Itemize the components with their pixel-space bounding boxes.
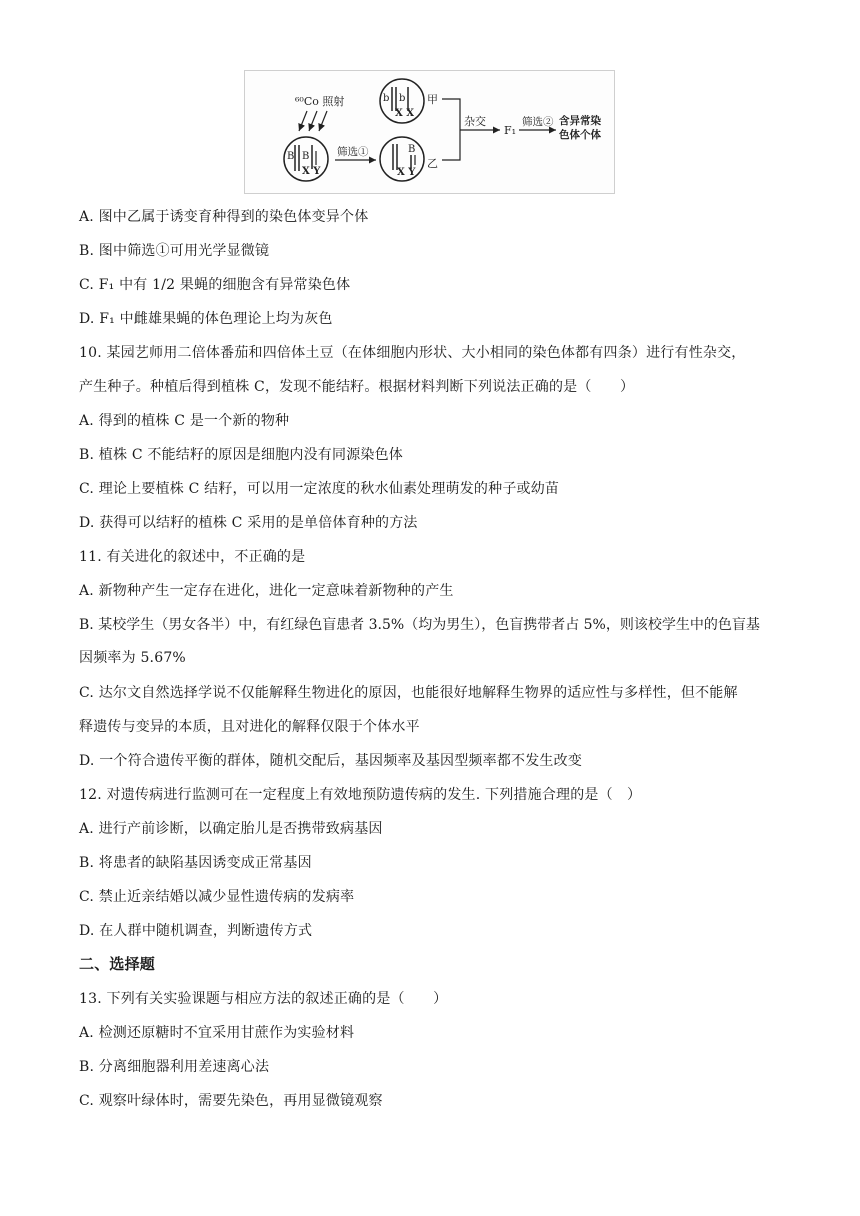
option-a: A. 进行产前诊断，以确定胎儿是否携带致病基因 (79, 821, 383, 837)
question-13-stem: 13. 下列有关实验课题与相应方法的叙述正确的是（ ） (79, 991, 448, 1007)
gene-label: B (287, 151, 295, 162)
result-label: 色体个体 (559, 129, 601, 141)
option-d: D. 一个符合遗传平衡的群体，随机交配后，基因频率及基因型频率都不发生改变 (79, 753, 583, 769)
section-heading: 二、选择题 (79, 955, 156, 973)
option-a: A. 图中乙属于诱变育种得到的染色体变异个体 (79, 209, 369, 225)
radiation-arrow (299, 111, 307, 131)
option-b: B. 某校学生（男女各半）中，有红绿色盲患者 3.5%（均为男生），色盲携带者占 5%，则该校学生中的色盲基 (79, 617, 760, 633)
option-b: B. 将患者的缺陷基因诱变成正常基因 (79, 855, 312, 871)
question-11-stem: 11. 有关进化的叙述中，不正确的是 (79, 549, 306, 565)
cross-label: 杂交 (464, 115, 486, 128)
f1-label: F₁ (504, 124, 517, 137)
option-c: C. 禁止近亲结婚以减少显性遗传病的发病率 (79, 889, 355, 905)
screen1-label: 筛选① (337, 146, 369, 158)
cell-yi-name: 乙 (427, 157, 438, 170)
sex-chromosomes: X X (395, 108, 414, 119)
result-label: 含异常染 (559, 115, 601, 127)
option-b-cont: 因频率为 5.67% (79, 650, 186, 666)
radiation-arrow (319, 111, 327, 131)
sex-chromosomes: X Y (302, 166, 321, 177)
sex-chromosomes: X Y (397, 167, 416, 178)
gene-label: b (399, 93, 406, 104)
question-12-stem: 12. 对遗传病进行监测可在一定程度上有效地预防遗传病的发生. 下列措施合理的是（ ） (79, 787, 642, 803)
question-10-stem-cont: 产生种子。种植后得到植株 C，发现不能结籽。根据材料判断下列说法正确的是（ ） (79, 379, 635, 395)
option-c: C. 观察叶绿体时，需要先染色，再用显微镜观察 (79, 1093, 383, 1109)
option-a: A. 检测还原糖时不宜采用甘蔗作为实验材料 (79, 1025, 355, 1041)
option-b: B. 植株 C 不能结籽的原因是细胞内没有同源染色体 (79, 447, 403, 463)
diagram-svg (245, 71, 616, 195)
option-d: D. 获得可以结籽的植株 C 采用的是单倍体育种的方法 (79, 515, 418, 531)
genetics-diagram (244, 70, 615, 194)
radiation-arrow (309, 111, 317, 131)
gene-label: B (302, 151, 310, 162)
option-b: B. 图中筛选①可用光学显微镜 (79, 243, 270, 259)
option-a: A. 新物种产生一定存在进化，进化一定意味着新物种的产生 (79, 583, 454, 599)
option-a: A. 得到的植株 C 是一个新的物种 (79, 413, 290, 429)
option-c: C. 理论上要植株 C 结籽，可以用一定浓度的秋水仙素处理萌发的种子或幼苗 (79, 481, 560, 497)
option-c-cont: 释遗传与变异的本质，且对进化的解释仅限于个体水平 (79, 719, 420, 735)
cross-bracket (442, 99, 460, 160)
question-10-stem: 10. 某园艺师用二倍体番茄和四倍体土豆（在体细胞内形状、大小相同的染色体都有四条）进行有性杂交， (79, 345, 746, 361)
option-d: D. F₁ 中雌雄果蝇的体色理论上均为灰色 (79, 311, 333, 327)
gene-label: B (408, 144, 416, 155)
option-d: D. 在人群中随机调查，判断遗传方式 (79, 923, 313, 939)
screen2-label: 筛选② (522, 116, 554, 128)
option-b: B. 分离细胞器利用差速离心法 (79, 1059, 270, 1075)
cell-jia-name: 甲 (427, 93, 438, 106)
radiation-label: ⁶⁰Co 照射 (295, 95, 345, 108)
option-c: C. 达尔文自然选择学说不仅能解释生物进化的原因，也能很好地解释生物界的适应性与多样性，但不能解 (79, 685, 738, 701)
option-c: C. F₁ 中有 1/2 果蝇的细胞含有异常染色体 (79, 277, 351, 293)
gene-label: b (383, 93, 390, 104)
